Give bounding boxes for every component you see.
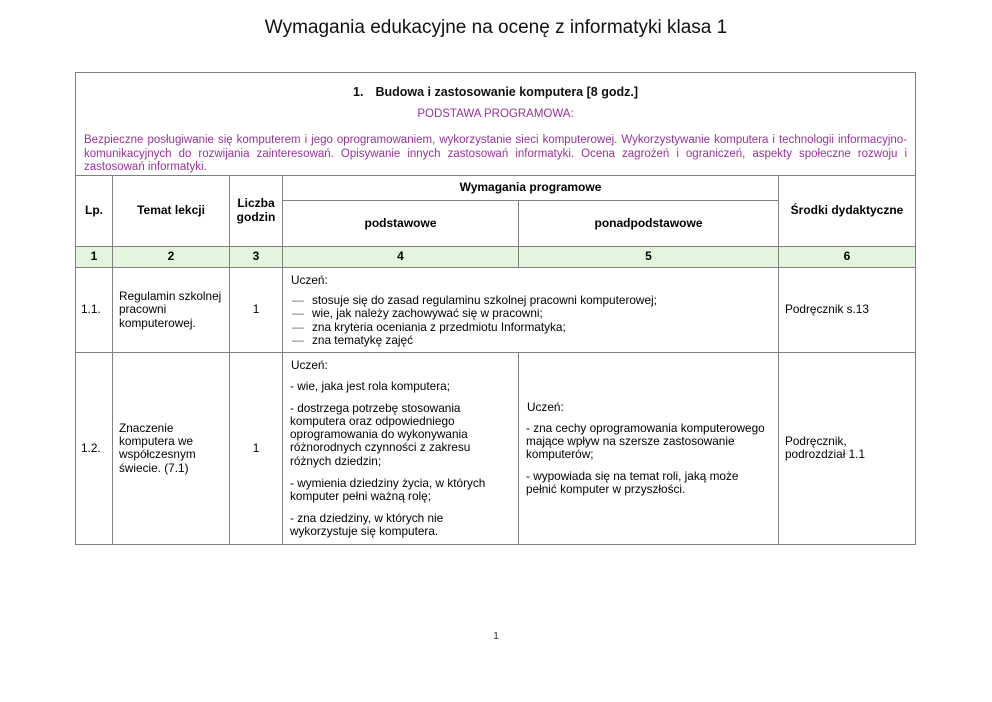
unit-header-cell [76, 73, 916, 176]
requirement-item: — wie, jak należy zachowywać się w pracowni; [292, 306, 543, 321]
requirement-item: - dostrzega potrzebę stosowania komputera oraz odpowiedniego oprogramowania do wykonywania różnorodnych czynności z zakresu różnych dziedzin; [290, 400, 471, 468]
requirement-item: - zna dziedziny, w których nie wykorzystuje się komputera. [290, 511, 444, 539]
unit-title-text: Budowa i zastosowanie komputera [8 godz.] [375, 85, 638, 99]
row-1-1-godziny: 1 [230, 267, 283, 352]
column-number-row [76, 246, 916, 267]
unit-title [84, 86, 907, 99]
col-header-wymagania-programowe: Wymagania programowe [283, 175, 779, 200]
col-header-lp: Lp. [76, 175, 113, 246]
page-title: Wymagania edukacyjne na ocenę z informatyki klasa 1 [264, 17, 728, 38]
unit-number: 1. [353, 85, 364, 99]
col-header-srodki-dydaktyczne: Środki dydaktyczne [779, 175, 916, 246]
row-1-2-temat: Znaczenie komputera we współczesnym świecie. (7.1) [113, 352, 230, 544]
requirement-item: — stosuje się do zasad regulaminu szkolnej pracowni komputerowej; [292, 293, 657, 308]
uczen-label: Uczeń: [527, 400, 564, 415]
requirements-table [75, 72, 916, 545]
table-row-1-2 [76, 352, 916, 544]
unit-header-row [76, 73, 916, 176]
row-1-2-srodki: Podręcznik, podrozdział 1.1 [779, 352, 916, 544]
uczen-label: Uczeń: [291, 272, 328, 287]
column-number-6: 6 [779, 246, 916, 267]
row-1-2-podstawowe [283, 352, 519, 544]
column-number-2: 2 [113, 246, 230, 267]
requirement-item: - zna cechy oprogramowania komputerowego mające wpływ na szersze zastosowanie komputerów; [526, 420, 765, 461]
requirement-item: — zna kryteria oceniania z przedmiotu Informatyka; [292, 319, 566, 334]
core-curriculum-description: Bezpieczne posługiwanie się komputerem i jego oprogramowaniem, wykorzystanie sieci komputerowej. Wykorzystywanie komputera i technologii informacyjno-komunikacyjnych do rozwijania zainteresowań. Opisywanie innych zastosowań informatyki. Ocena zagrożeń i ograniczeń, aspekty społeczne rozwoju i zastosowań informatyki. [84, 134, 908, 174]
requirement-item: - wypowiada się na temat roli, jaką może pełnić komputer w przyszłości. [526, 469, 739, 497]
requirement-item: - wie, jaka jest rola komputera; [290, 378, 450, 393]
row-1-2-lp: 1.2. [76, 352, 113, 544]
column-number-3: 3 [230, 246, 283, 267]
requirement-item: — zna tematykę zajęć [292, 332, 413, 347]
column-number-1: 1 [76, 246, 113, 267]
dash-marker: — [292, 293, 304, 308]
row-1-1-srodki: Podręcznik s.13 [779, 267, 916, 352]
uczen-label: Uczeń: [291, 358, 328, 373]
column-number-5: 5 [519, 246, 779, 267]
col-header-temat: Temat lekcji [113, 175, 230, 246]
core-curriculum-label: PODSTAWA PROGRAMOWA: [417, 108, 574, 121]
table-row-1-1 [76, 267, 916, 352]
col-header-podstawowe: podstawowe [283, 200, 519, 246]
dash-marker: — [292, 306, 304, 321]
page-number: 1 [493, 630, 499, 642]
col-header-liczba-godzin: Liczba godzin [230, 175, 283, 246]
row-1-1-temat: Regulamin szkolnej pracowni komputerowej. [113, 267, 230, 352]
row-1-2-godziny: 1 [230, 352, 283, 544]
col-header-ponadpodstawowe: ponadpodstawowe [519, 200, 779, 246]
row-1-1-wymagania [283, 267, 779, 352]
dash-marker: — [292, 332, 304, 347]
row-1-2-ponadpodstawowe [519, 352, 779, 544]
column-header-row [76, 175, 916, 200]
requirement-item: - wymienia dziedziny życia, w których komputer pełni ważną rolę; [290, 475, 486, 503]
dash-marker: — [292, 319, 304, 334]
column-number-4: 4 [283, 246, 519, 267]
row-1-1-lp: 1.1. [76, 267, 113, 352]
